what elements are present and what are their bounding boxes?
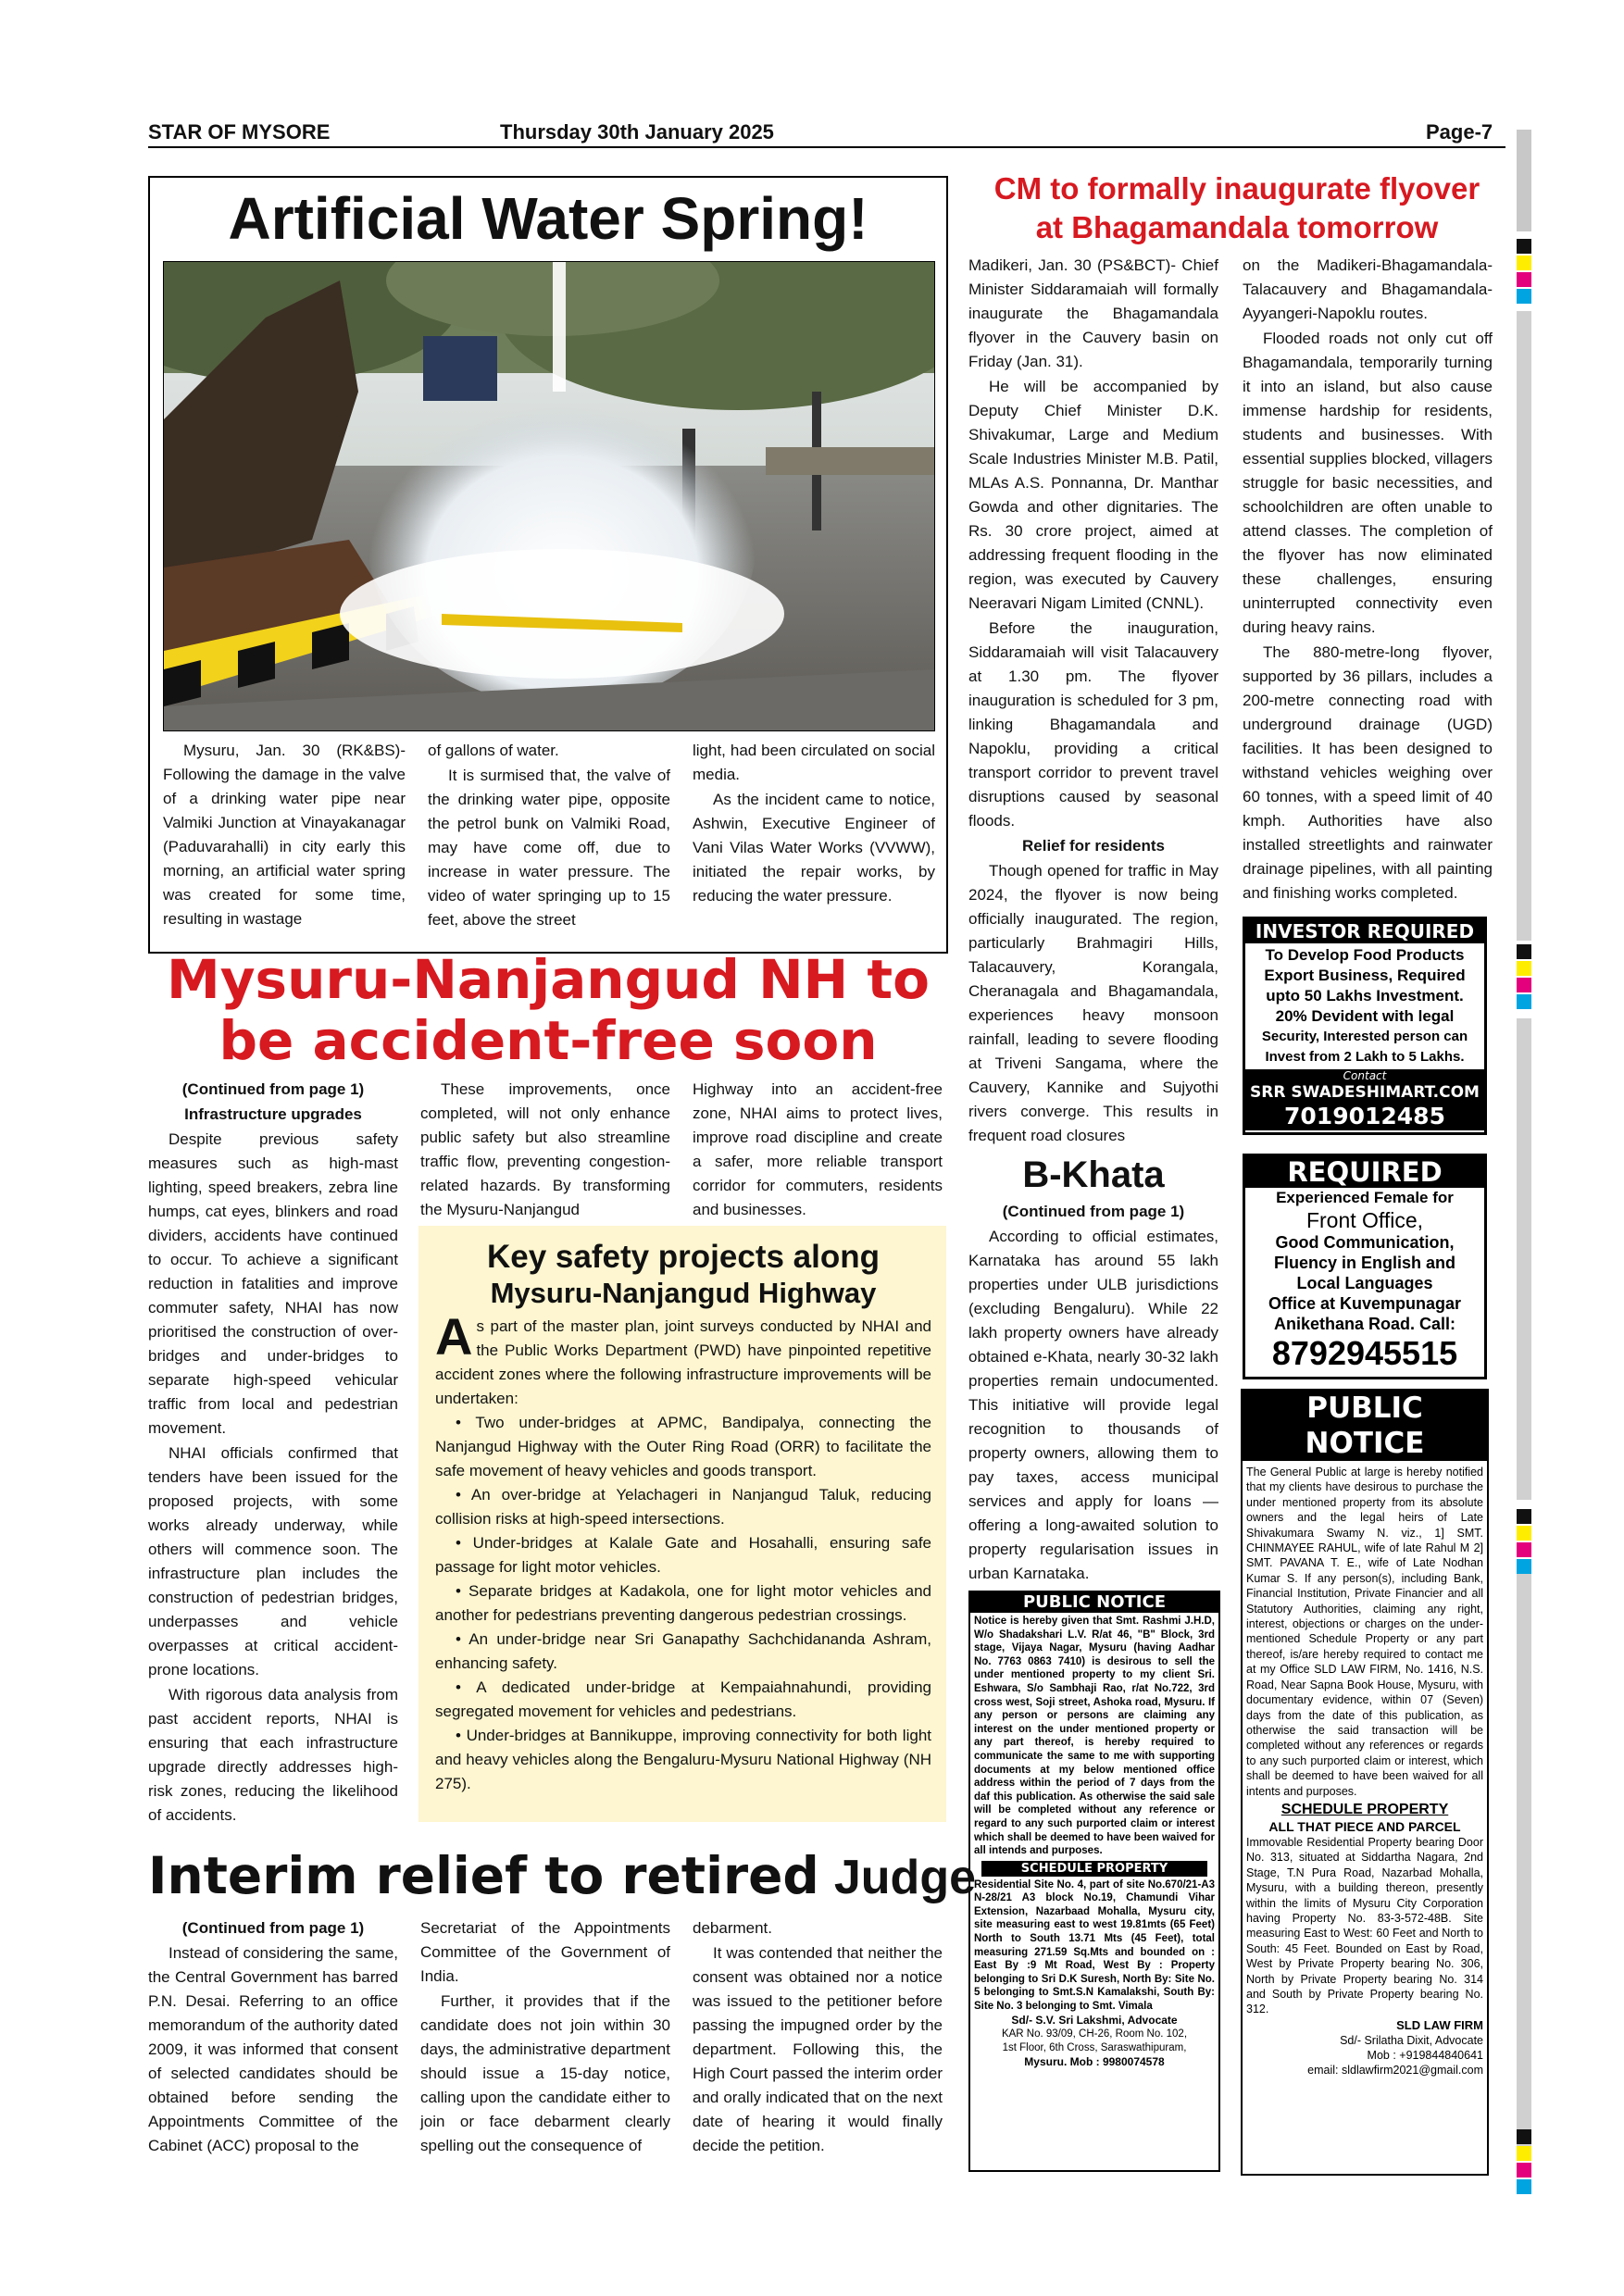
water-col-3 — [693, 739, 935, 909]
page-number: Page-7 — [1426, 120, 1493, 144]
judge-col-2 — [420, 1916, 670, 2159]
nh-continued: (Continued from page 1) — [181, 1080, 365, 1098]
required-ad-l1: Experienced Female for — [1276, 1189, 1454, 1206]
cm-col-1 — [968, 254, 1218, 1149]
cm-title-line-2: at Bhagamandala tomorrow — [1035, 210, 1439, 244]
public-notice-small-sign-4: Mysuru. Mob : 9980074578 — [1024, 2054, 1165, 2068]
judge-text-3a: debarment. — [693, 1919, 772, 1937]
public-notice-big-text: The General Public at large is hereby notified that my clients have desirous to purchase the under mentioned property from its absolute owners and the legal heirs of Late Shivakumara Swamy N. viz., 1] SMT. CHINMAYEE RAHUL, wife of late Rahul M 2] SMT. PAVANA T. E., wife of Late Nodhan Kumar S. If any person(s), including Bank, Financial Institution, Private Financier and all Statutory Authorities, claiming any right, interest, objections or charges on the under-mentioned Schedule Property or any part thereof, is/are hereby required to contact me at my Office SLD LAW FIRM, No. 1416, N.S. Road, Near Sapna Book House, Mysuru, with documentary evidence, within 07 (Seven) days from the date of this publication, as otherwise the said transaction will be completed without any references or regards to any such purported claim or interest, which shall be deemed to have been waived for all intents and purposes. — [1246, 1466, 1483, 1798]
investor-ad-head: INVESTOR REQUIRED — [1245, 919, 1484, 943]
investor-ad-contact: Contact — [1343, 1069, 1387, 1082]
nh-col-3 — [693, 1078, 943, 1223]
nh-title-line-1: Mysuru-Nanjangud NH to — [167, 948, 930, 1011]
safety-box-intro: s part of the master plan, joint surveys conducted by NHAI and the Public Works Department (PWD) have pinpointed repetitive accident zones where the following infrastructure improvements will be undertaken: — [435, 1317, 931, 1407]
cm-text-3: Before the inauguration, Siddaramaiah will visit Talacauvery at 1.30 pm. The flyover inauguration is scheduled for 3 pm, linking Bhagamandala and Napoklu, providing a critical transport corridor to prevent travel disruptions caused by seasonal floods. — [968, 619, 1218, 830]
public-notice-big-sched-text: Immovable Residential Property bearing Door No. 313, situated at Siddartha Nagara, 2nd Stage, T.N Pura Road, Nazarbad Mohalla, Mysuru, with a building thereon, presently within the limits of Mysuru City Corporation having Property No. 83-3-572-48B. Site measuring East to West: 60 Feet and North to South: 45 Feet. Bounded on East by Road, West by Private Property bearing No. 306, North by Private Property bearing No. 314 and South by Private Property bearing No. 312. — [1246, 1835, 1483, 2016]
judge-continued: (Continued from page 1) — [181, 1919, 365, 1937]
investor-ad-l1: To Develop Food Products — [1265, 946, 1465, 964]
bkhata-continued: (Continued from page 1) — [1002, 1203, 1185, 1220]
nh-text-3: With rigorous data analysis from past accident reports, NHAI is ensuring that each infrastructure upgrade directly addresses high-risk zones, reducing the likelihood of accidents. — [148, 1686, 398, 1824]
judge-title-a: Interim relief to retired — [148, 1846, 819, 1905]
registration-black-4 — [1517, 2129, 1531, 2144]
registration-gray — [1517, 130, 1531, 231]
investor-ad-l4: 20% Devident with legal — [1275, 1007, 1455, 1025]
cm-subhead: Relief for residents — [1022, 837, 1165, 855]
public-notice-small — [968, 1591, 1220, 2172]
safety-box-item-3: • Under-bridges at Kalale Gate and Hosahalli, ensuring safe passage for light motor vehicles. — [435, 1534, 931, 1576]
safety-box-dropcap: A — [435, 1307, 473, 1366]
registration-cyan-2 — [1517, 994, 1531, 1009]
bkhata-col — [968, 1200, 1218, 1587]
public-notice-big-mob: Mob : +919844840641 — [1367, 2048, 1483, 2062]
cm-text-1: Madikeri, Jan. 30 (PS&BCT)- Chief Minister Siddaramaiah will formally inaugurate the Bhagamandala flyover in the Cauvery basin on Friday (Jan. 31). — [968, 256, 1218, 370]
nh-text-2: NHAI officials confirmed that tenders have been issued for the proposed projects, with some works already underway, while others will commence soon. The infrastructure plan includes the construction of pedestrian bridges, underpasses and vehicle overpasses at critical accident-prone locations. — [148, 1444, 398, 1678]
registration-gray-4 — [1517, 1574, 1531, 2148]
issue-date: Thursday 30th January 2025 — [500, 120, 774, 144]
safety-box-item-7: • Under-bridges at Bannikuppe, improving connectivity for both light and heavy vehicles along the Bengaluru-Mysuru National Highway (NH 275). — [435, 1727, 931, 1792]
water-col-1 — [163, 739, 406, 932]
safety-box — [418, 1226, 946, 1822]
public-notice-small-sched-text: Residential Site No. 4, part of site No.670/21-A3 N-28/21 A3 block No.19, Chamundi Vihar Extension, Nazarbaad Mohalla, Mysuru city, site measuring east to west 19.81mts (65 Feet) North to South 13.71 Mts (45 Feet), total measuring 271.59 Sq.Mts and bounded on : East By :9 Mt Road, West By : Property belonging to Sri D.K Suresh, North By: Site No. 5 belonging to Smt.S.N Kamalakshi, South By: Site No. 3 belonging to Smt. Vimala — [974, 1878, 1215, 2013]
nh-text-5: Highway into an accident-free zone, NHAI aims to protect lives, improve road discipline and create a safer, more reliable transport corridor for commuters, residents and businesses. — [693, 1080, 943, 1218]
registration-yellow-2 — [1517, 961, 1531, 976]
registration-magenta-3 — [1517, 1542, 1531, 1557]
water-text-2b: It is surmised that, the valve of the drinking water pipe, opposite the petrol bunk on Valmiki Road, may have come off, due to increase in water pressure. The video of water springing up to 15 feet, above the street — [428, 767, 670, 929]
water-text-3b: As the incident came to notice, Ashwin, Executive Engineer of Vani Vilas Water Works (VVWW), initiated the repair works, by reducing the water pressure. — [693, 791, 935, 905]
nh-col-2 — [420, 1078, 670, 1223]
registration-black-2 — [1517, 944, 1531, 959]
registration-yellow-3 — [1517, 1526, 1531, 1541]
judge-col-3 — [693, 1916, 943, 2159]
registration-magenta — [1517, 272, 1531, 287]
bkhata-text: According to official estimates, Karnataka has around 55 lakh properties under ULB jurisdictions (excluding Bengaluru). While 22 lakh property owners have already obtained e-Khata, nearly 30-32 lakh properties remain undocumented. This initiative will provide legal recognition to thousands of property owners, allowing them to pay taxes, access municipal services and apply for loans — offering a long-awaited solution to property regularisation issues in urban Karnataka. — [968, 1228, 1218, 1582]
public-notice-big-sched-head: SCHEDULE PROPERTY — [1280, 1801, 1449, 1817]
safety-box-body — [435, 1307, 931, 1796]
bkhata-title: B-Khata — [1022, 1154, 1165, 1195]
judge-text-3b: It was contended that neither the consent was obtained nor a notice was issued to the petitioner before passing the impugned order by the department. Following this, the High Court passed the interim order and orally indicated that on the next date of hearing it would finally decide the petition. — [693, 1944, 943, 2154]
public-notice-big-sched-sub: ALL THAT PIECE AND PARCEL — [1268, 1818, 1461, 1834]
cm-text-4: Though opened for traffic in May 2024, the flyover is now being officially inaugurated. The region, particularly Brahmagiri Hills, Talacauvery, Korangala, Cheranagala and Bhagamandala, experiences heavy monsoon rainfall, leading to severe flooding at Triveni Sangama, where the Cauvery, Kannike and Sujyothi rivers converge. This results in frequent road closures — [968, 862, 1218, 1144]
water-col-2 — [428, 739, 670, 933]
investor-ad-l3: upto 50 Lakhs Investment. — [1266, 987, 1464, 1004]
nh-subhead: Infrastructure upgrades — [184, 1105, 362, 1123]
cm-title-line-1: CM to formally inaugurate flyover — [993, 171, 1480, 206]
water-text-2a: of gallons of water. — [428, 742, 559, 759]
judge-col-1 — [148, 1916, 398, 2159]
public-notice-big-head: PUBLIC NOTICE — [1243, 1391, 1487, 1461]
public-notice-small-sign-1: Sd/- S.V. Sri Lakshmi, Advocate — [1011, 2013, 1178, 2027]
required-ad-l6: Office at Kuvempunagar — [1268, 1294, 1462, 1313]
public-notice-small-text: Notice is hereby given that Smt. Rashmi J.H.D, W/o Shadakshari L.V. R/at 46, "B" Block, 3rd stage, Vijaya Nagar, Mysuru (having Aadhar No. 7763 0863 7410) is desirous to sell the under mentioned property to my client Sri. Eshwara, S/o Sambhaji Rao, r/at No.722, 3rd cross west, Soji street, Ashoka road, Mysuru. If any person or persons are claiming any interest on the under mentioned property or any part thereof, is hereby required to communicate the same to me with supporting documents at my below mentioned office address within the period of 7 days from the daf this publication. As otherwise the said sale will be completed without any reference or regard to any such purported claim or interest which shall be deemed to have been waived for all intends and purposes. — [974, 1616, 1215, 1857]
required-ad-l2: Front Office, — [1305, 1208, 1424, 1232]
public-notice-big-email: email: sldlawfirm2021@gmail.com — [1307, 2063, 1483, 2077]
public-notice-small-sign-3: 1st Floor, 6th Cross, Saraswathipuram, — [1002, 2041, 1187, 2053]
water-text-3a: light, had been circulated on social media. — [693, 742, 935, 783]
required-ad — [1243, 1154, 1487, 1379]
registration-gray-2 — [1517, 311, 1531, 941]
public-notice-big-firm: SLD LAW FIRM — [1396, 2017, 1483, 2032]
registration-black — [1517, 239, 1531, 254]
public-notice-small-sign-2: KAR No. 93/09, CH-26, Room No. 102, — [1001, 2028, 1188, 2040]
nh-col-1 — [148, 1078, 398, 1828]
registration-gray-3 — [1517, 1018, 1531, 1500]
required-ad-l7: Anikethana Road. Call: — [1273, 1315, 1456, 1333]
judge-text-2b: Further, it provides that if the candidate does not join within 30 days, the administrative department should issue a 15-day notice, calling upon the candidate either to join or face debarment clearly spelling out the consequence of — [420, 1992, 670, 2154]
public-notice-big-sign: Sd/- Srilatha Dixit, Advocate — [1340, 2033, 1483, 2047]
investor-ad — [1243, 917, 1487, 1135]
registration-yellow — [1517, 256, 1531, 270]
judge-text-1: Instead of considering the same, the Central Government has barred P.N. Desai. Referring to an office memorandum of the authority dated 2009, it was informed that consent of selected candidates should be obtained before sending the Appointments Committee of the Cabinet (ACC) proposal to the — [148, 1944, 398, 2154]
header-rule — [148, 146, 1505, 148]
required-ad-l3: Good Communication, — [1275, 1233, 1455, 1252]
registration-cyan-3 — [1517, 1559, 1531, 1574]
required-ad-head: REQUIRED — [1245, 1156, 1484, 1188]
investor-ad-company: SRR SWADESHIMART.COM — [1250, 1083, 1480, 1102]
water-text-1: Mysuru, Jan. 30 (RK&BS)- Following the damage in the valve of a drinking water pipe near Valmiki Junction at Vinayakanagar (Paduvarahalli) in city early this morning, an artificial water spring was created for some time, resulting in wastage — [163, 742, 406, 928]
cm-text-6: Flooded roads not only cut off Bhagamandala, temporarily turning it into an island, but also cause immense hardship for residents, students and businesses. With essential supplies blocked, villagers struggle for basic necessities, and schoolchildren are often unable to attend classes. The completion of the flyover has now eliminated these challenges, ensuring uninterrupted connectivity even during heavy rains. — [1243, 330, 1493, 636]
investor-ad-contact-block — [1245, 1069, 1484, 1130]
safety-box-title-1: Key safety projects along — [486, 1239, 881, 1275]
investor-ad-l5: Security, Interested person can — [1261, 1029, 1468, 1044]
photo-icon — [164, 262, 935, 731]
investor-ad-l2: Export Business, Required — [1264, 967, 1466, 984]
public-notice-small-head: PUBLIC NOTICE — [970, 1592, 1218, 1613]
safety-box-item-5: • An under-bridge near Sri Ganapathy Sachchidananda Ashram, enhancing safety. — [435, 1630, 931, 1672]
required-ad-l5: Local Languages — [1296, 1274, 1433, 1292]
water-photo — [163, 261, 935, 731]
safety-box-item-4: • Separate bridges at Kadakola, one for light motor vehicles and another for pedestrians preventing dangerous pedestrian crossings. — [435, 1582, 931, 1624]
registration-cyan — [1517, 289, 1531, 304]
public-notice-big — [1241, 1389, 1489, 2176]
investor-ad-phone: 7019012485 — [1284, 1103, 1445, 1129]
nh-text-4: These improvements, once completed, will not only enhance public safety but also streamline traffic flow, preventing congestion-related hazards. By transforming the Mysuru-Nanjangud — [420, 1080, 670, 1218]
cm-text-2: He will be accompanied by Deputy Chief Minister D.K. Shivakumar, Large and Medium Scale Industries Minister M.B. Patil, MLAs A.S. Ponnanna, Dr. Manthar Gowda and other dignitaries. The Rs. 30 crore project, aimed at addressing frequent flooding in the region, was executed by Cauvery Neeravari Nigam Limited (CNNL). — [968, 378, 1218, 612]
public-notice-small-sched-head: SCHEDULE PROPERTY — [981, 1861, 1207, 1877]
registration-yellow-4 — [1517, 2146, 1531, 2161]
judge-text-2a: Secretariat of the Appointments Committee of the Government of India. — [420, 1919, 670, 1985]
cm-text-5: on the Madikeri-Bhagamandala-Talacauvery and Bhagamandala-Ayyangeri-Napoklu routes. — [1243, 256, 1493, 322]
judge-title-b: Judge — [833, 1851, 977, 1904]
paper-name: STAR OF MYSORE — [148, 120, 331, 144]
registration-black-3 — [1517, 1509, 1531, 1524]
nh-title-line-2: be accident-free soon — [219, 1009, 878, 1072]
nh-text-1: Despite previous safety measures such as high-mast lighting, speed breakers, zebra line humps, cat eyes, blinkers and road dividers, accidents have continued to occur. To achieve a significant reduction in fatalities and improve commuter safety, NHAI has now prioritised the construction of over-bridges and under-bridges to separate high-speed vehicular traffic from local and pedestrian movement. — [148, 1130, 398, 1437]
safety-box-item-1: • Two under-bridges at APMC, Bandipalya, connecting the Nanjangud Highway with the Outer Ring Road (ORR) to facilitate the safe movement of heavy vehicles and goods transport. — [435, 1414, 931, 1479]
registration-magenta-4 — [1517, 2163, 1531, 2177]
required-ad-l4: Fluency in English and — [1273, 1254, 1456, 1272]
water-story-title: Artificial Water Spring! — [228, 185, 868, 252]
safety-box-item-2: • An over-bridge at Yelachageri in Nanjangud Taluk, reducing collision risks at high-speed intersections. — [435, 1486, 931, 1528]
safety-box-title-2: Mysuru-Nanjangud Highway — [490, 1277, 877, 1309]
required-ad-phone: 8792945515 — [1271, 1334, 1458, 1372]
cm-col-2 — [1243, 254, 1493, 906]
cm-text-7: The 880-metre-long flyover, supported by 36 pillars, includes a 200-metre connecting road with underground drainage (UGD) facilities. It has been designed to withstand vehicles weighing over 60 tonnes, with a speed limit of 40 kmph. Authorities have also installed streetlights and rainwater drainage pipelines, with all painting and finishing works completed. — [1243, 643, 1493, 902]
safety-box-item-6: • A dedicated under-bridge at Kempaiahnahundi, providing segregated movement for vehicles and pedestrians. — [435, 1678, 931, 1720]
judge-title — [148, 1844, 977, 1909]
registration-cyan-4 — [1517, 2179, 1531, 2194]
investor-ad-l6: Invest from 2 Lakh to 5 Lakhs. — [1265, 1049, 1465, 1065]
registration-magenta-2 — [1517, 978, 1531, 992]
